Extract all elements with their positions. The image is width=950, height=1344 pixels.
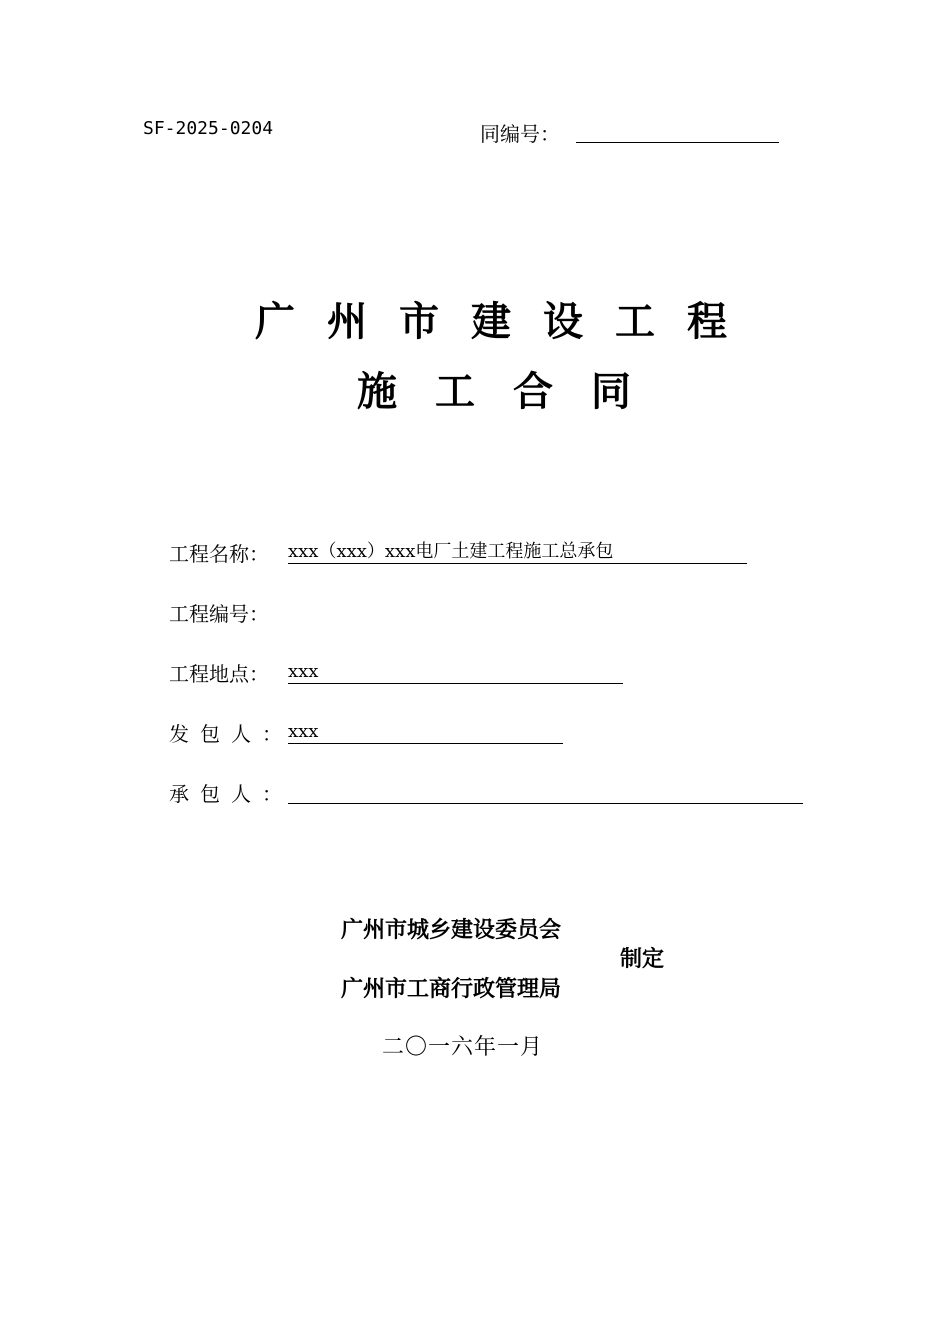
contractor-value [288,780,803,804]
project-name-label: 工程名称： [169,542,269,566]
issuer-industry-commerce-bureau: 广州市工商行政管理局 [341,977,562,1002]
issuer-suffix: 制定 [620,947,665,972]
issue-date: 二〇一六年一月 [382,1035,544,1060]
employer-value: xxx [288,720,563,744]
project-name-value: xxx（xxx）xxx电厂土建工程施工总承包 [288,540,747,564]
contract-number-blank-line [576,142,779,143]
contractor-label: 承包人： [169,782,293,806]
title-line-1: 广州市建设工程 [255,299,759,345]
document-code: SF-2025-0204 [143,118,274,139]
project-number-label: 工程编号： [169,602,269,626]
issuer-construction-committee: 广州市城乡建设委员会 [341,918,562,943]
project-location-value: xxx [288,660,623,684]
project-location-label: 工程地点： [169,662,269,686]
title-line-2: 施工合同 [357,369,669,415]
employer-label: 发包人： [169,722,293,746]
contract-number-label: 同编号： [480,122,560,146]
